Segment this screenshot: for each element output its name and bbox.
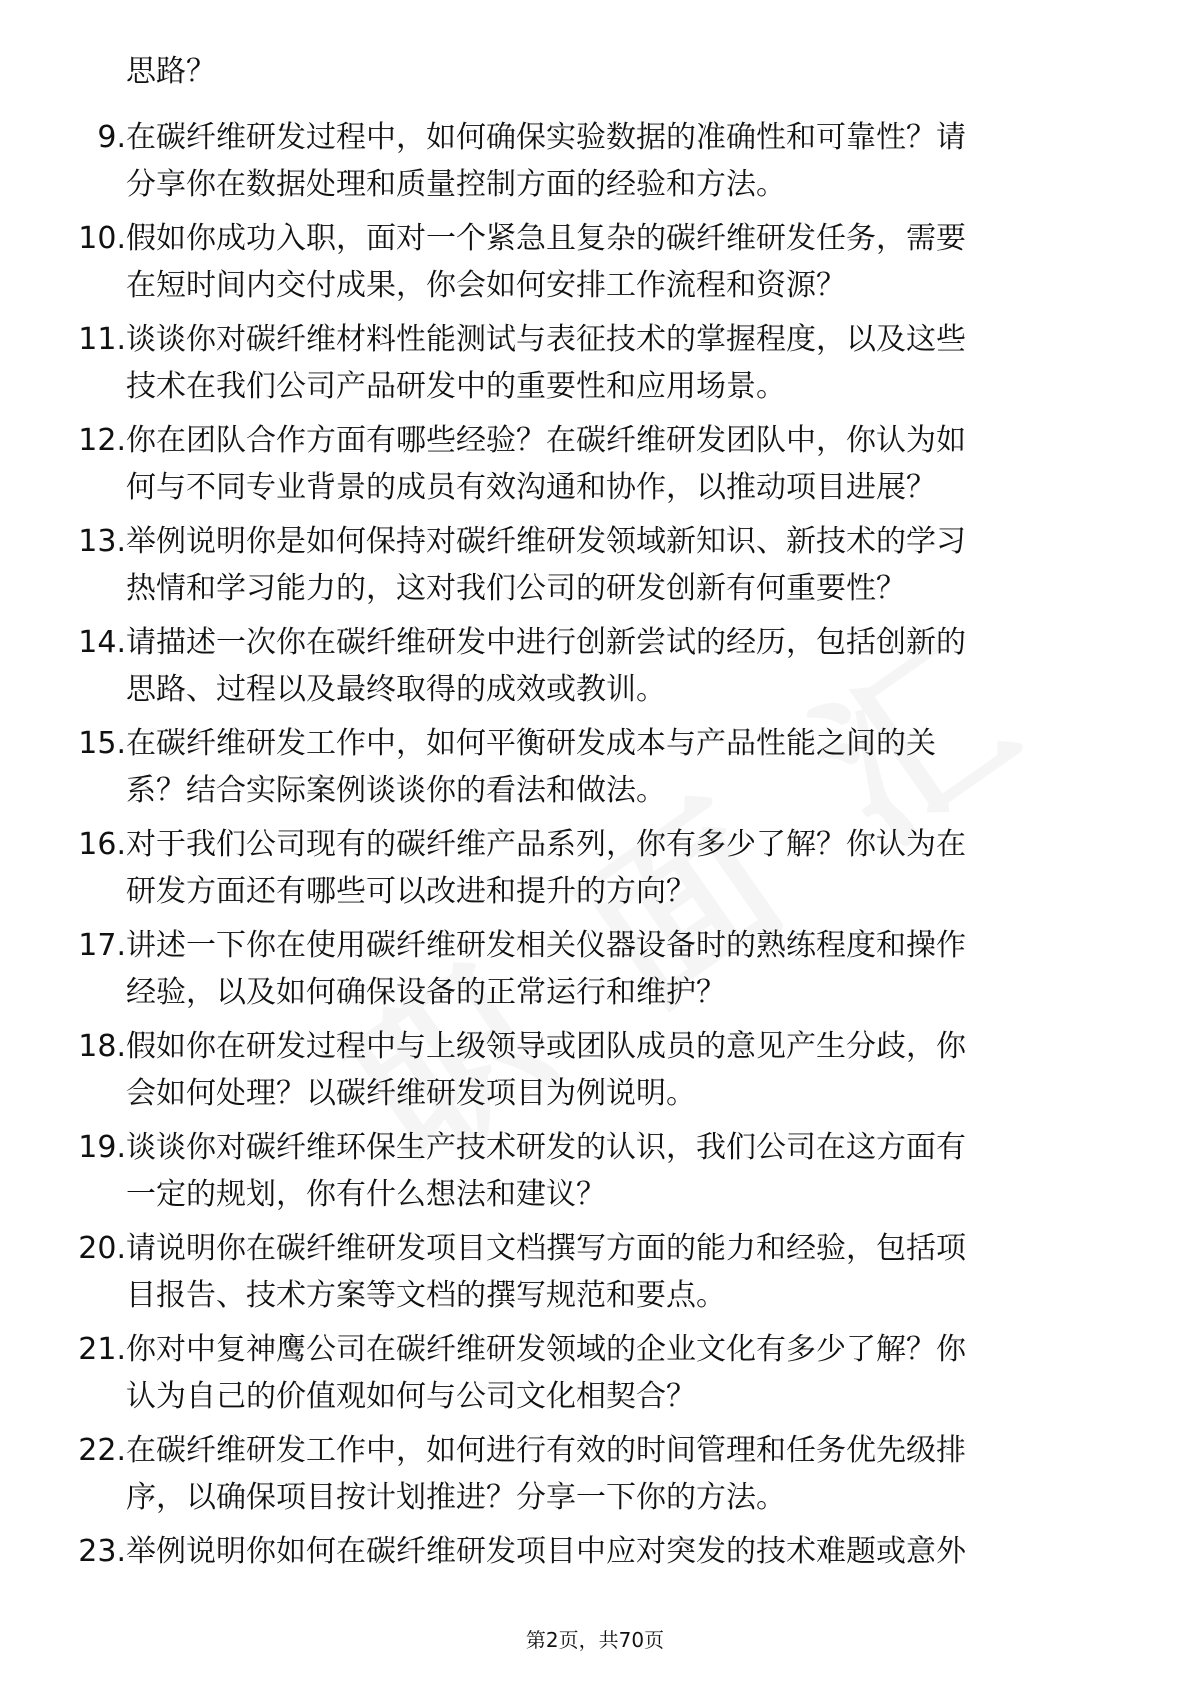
question-text: 请说明你在碳纤维研发项目文档撰写方面的能力和经验，包括项 目报告、技术方案等文档的撰写规范和要点。: [126, 1231, 966, 1313]
question-item: [0, 1326, 1190, 1427]
question-text: 举例说明你如何在碳纤维研发项目中应对突发的技术难题或意外: [126, 1534, 966, 1569]
question-item: [0, 114, 1190, 215]
question-item: [0, 1427, 1190, 1528]
question-text: 谈谈你对碳纤维环保生产技术研发的认识，我们公司在这方面有 一定的规划，你有什么想法和建议？: [126, 1130, 966, 1212]
question-item: [0, 417, 1190, 518]
question-item: [0, 922, 1190, 1023]
question-text: 请描述一次你在碳纤维研发中进行创新尝试的经历，包括创新的 思路、过程以及最终取得的成效或教训。: [126, 625, 966, 707]
question-text: 在碳纤维研发工作中，如何进行有效的时间管理和任务优先级排 序，以确保项目按计划推进？分享一下你的方法。: [126, 1433, 966, 1515]
question-item: [0, 1023, 1190, 1124]
question-number: 17.: [78, 928, 126, 963]
question-number: 15.: [78, 726, 126, 761]
question-item: [0, 821, 1190, 922]
question-number: 21.: [78, 1332, 126, 1367]
question-text: 假如你在研发过程中与上级领导或团队成员的意见产生分歧，你 会如何处理？以碳纤维研发项目为例说明。: [126, 1029, 966, 1111]
question-number: 16.: [78, 827, 126, 862]
question-number: 19.: [78, 1130, 126, 1165]
question-text: 在碳纤维研发工作中，如何平衡研发成本与产品性能之间的关 系？结合实际案例谈谈你的看法和做法。: [126, 726, 936, 808]
question-text: 你在团队合作方面有哪些经验？在碳纤维研发团队中，你认为如 何与不同专业背景的成员有效沟通和协作，以推动项目进展？: [126, 423, 966, 505]
question-text: 讲述一下你在使用碳纤维研发相关仪器设备时的熟练程度和操作 经验，以及如何确保设备的正常运行和维护？: [126, 928, 966, 1010]
question-item: [0, 619, 1190, 720]
question-item: [0, 720, 1190, 821]
question-text: 谈谈你对碳纤维材料性能测试与表征技术的掌握程度，以及这些 技术在我们公司产品研发中的重要性和应用场景。: [126, 322, 966, 404]
question-text: 你对中复神鹰公司在碳纤维研发领域的企业文化有多少了解？你 认为自己的价值观如何与公司文化相契合？: [126, 1332, 966, 1414]
question-number: 9.: [97, 120, 126, 155]
question-number: 22.: [78, 1433, 126, 1468]
question-text: 举例说明你是如何保持对碳纤维研发领域新知识、新技术的学习 热情和学习能力的，这对我们公司的研发创新有何重要性？: [126, 524, 966, 606]
question-item: [0, 316, 1190, 417]
page-footer: 第2页，共70页: [525, 1628, 665, 1652]
question-item: [0, 518, 1190, 619]
question-text: 假如你成功入职，面对一个紧急且复杂的碳纤维研发任务，需要 在短时间内交付成果，你会如何安排工作流程和资源？: [126, 221, 966, 303]
question-number: 14.: [78, 625, 126, 660]
question-number: 12.: [78, 423, 126, 458]
question-item: [0, 1528, 1190, 1629]
question-number: 11.: [78, 322, 126, 357]
question-number: 23.: [78, 1534, 126, 1569]
question-list: [0, 114, 1190, 1629]
question-text: 对于我们公司现有的碳纤维产品系列，你有多少了解？你认为在 研发方面还有哪些可以改进和提升的方向？: [126, 827, 966, 909]
question-item: [0, 215, 1190, 316]
question-number: 20.: [78, 1231, 126, 1266]
question-item: [0, 1225, 1190, 1326]
question-number: 18.: [78, 1029, 126, 1064]
question-item: [0, 1124, 1190, 1225]
question-number: 13.: [78, 524, 126, 559]
question-text: 在碳纤维研发过程中，如何确保实验数据的准确性和可靠性？请 分享你在数据处理和质量控制方面的经验和方法。: [126, 120, 966, 202]
continued-text: 思路？: [126, 54, 216, 89]
question-number: 10.: [78, 221, 126, 256]
